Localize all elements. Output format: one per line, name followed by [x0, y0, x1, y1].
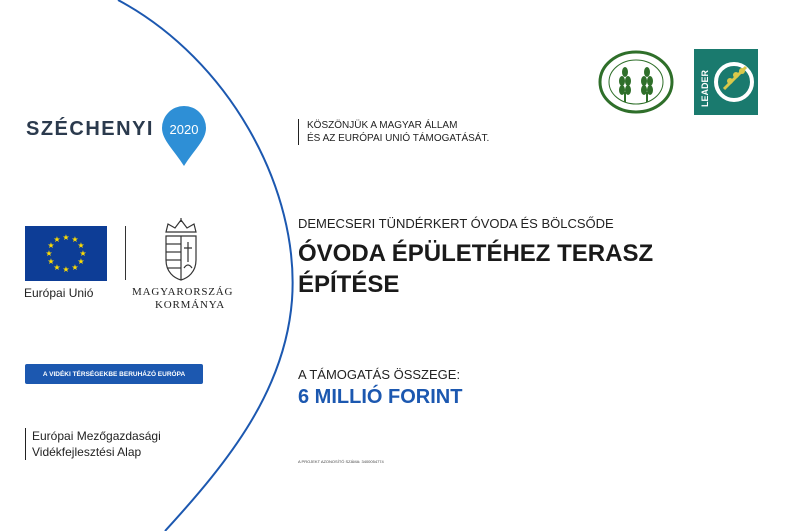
svg-text:★: ★ — [47, 257, 55, 266]
logo-divider — [125, 226, 126, 280]
thanks-line-1: KÖSZÖNJÜK A MAGYAR ÁLLAM — [307, 120, 458, 131]
project-id: A PROJEKT AZONOSÍTÓ SZÁMA: 3400054774 — [298, 459, 384, 464]
rural-development-seal-icon — [598, 50, 674, 114]
eafrd-fund-label — [25, 428, 161, 460]
thanks-statement — [298, 119, 489, 145]
thanks-line-2: ÉS AZ EURÓPAI UNIÓ TÁMOGATÁSÁT. — [307, 133, 490, 144]
szechenyi-year: 2020 — [169, 122, 199, 137]
fund-line-1: Európai Mezőgazdasági — [32, 429, 161, 443]
svg-text:★: ★ — [79, 249, 87, 258]
szechenyi-wordmark: SZÉCHENYI — [26, 118, 154, 140]
rural-europe-banner: A VIDÉKI TÉRSÉGEKBE BERUHÁZÓ EURÓPA — [25, 364, 203, 384]
svg-text:★: ★ — [45, 249, 53, 258]
svg-text:★: ★ — [62, 233, 70, 242]
svg-text:★: ★ — [53, 235, 61, 244]
eu-label: Európai Unió — [24, 286, 94, 300]
support-amount-value: 6 MILLIÓ FORINT — [298, 386, 463, 408]
svg-text:★: ★ — [77, 241, 85, 250]
support-amount-label: A TÁMOGATÁS ÖSSZEGE: — [298, 367, 461, 382]
organization-name: DEMECSERI TÜNDÉRKERT ÓVODA ÉS BÖLCSŐDE — [298, 216, 614, 231]
eu-flag — [25, 226, 107, 281]
svg-text:★: ★ — [71, 263, 79, 272]
government-line-1: MAGYARORSZÁG — [132, 286, 234, 298]
government-line-2: KORMÁNYA — [155, 299, 225, 311]
project-title-line-1: ÓVODA ÉPÜLETÉHEZ TERASZ — [298, 240, 654, 267]
project-title — [298, 238, 718, 300]
eu-stars-icon — [25, 226, 107, 281]
svg-text:★: ★ — [77, 257, 85, 266]
svg-text:★: ★ — [53, 263, 61, 272]
leader-logo — [694, 49, 758, 115]
leader-emblem-icon — [694, 49, 758, 115]
project-title-line-2: ÉPÍTÉSE — [298, 271, 400, 298]
svg-text:★: ★ — [47, 241, 55, 250]
svg-text:★: ★ — [71, 235, 79, 244]
svg-text:★: ★ — [62, 265, 70, 274]
fund-line-2: Vidékfejlesztési Alap — [32, 445, 142, 459]
leader-label: LEADER — [700, 69, 710, 107]
szechenyi-2020-pin-icon — [160, 104, 208, 168]
hungarian-coat-of-arms-icon — [160, 218, 202, 282]
